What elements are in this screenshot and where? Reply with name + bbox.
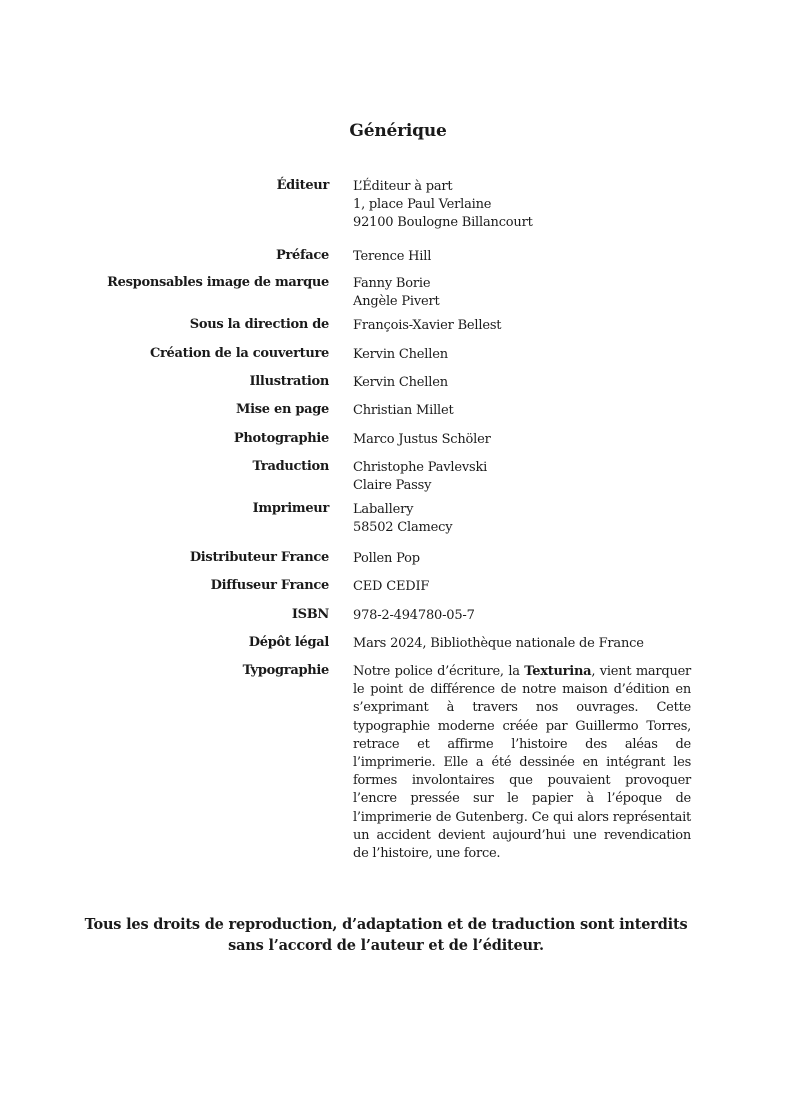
credit-value-line: Kervin Chellen (353, 375, 448, 390)
credit-label: Distributeur France (189, 550, 329, 565)
credit-value (353, 635, 698, 653)
credit-value (353, 317, 698, 335)
credit-value-line: Terence Hill (353, 249, 432, 264)
credit-value-line: Fanny Borie (353, 276, 431, 291)
credit-value-line: 978-2-494780-05-7 (353, 608, 475, 623)
credit-label: Éditeur (276, 178, 329, 193)
credit-value-line: Angèle Pivert (353, 294, 440, 309)
typography-text-after: , vient marquer le point de différence de notre maison d’édition en s’exprimant à travers nos ouvrages. Cette typographie moderne créée par Guillermo Torres, retrace et affirme l’histoire des aléas de l’imprimerie. Elle a été dessinée en intégrant les formes involontaires que pouvaient provoquer l’encre pressée sur le papier à l’époque de l’imprimerie de Gutenberg. Ce qui alors représentait un accident devient aujourd’hui une revendication de l’histoire, une force. (353, 664, 691, 862)
credit-value (353, 275, 698, 311)
credit-value-line: CED CEDIF (353, 579, 430, 594)
credit-value-line: Kervin Chellen (353, 347, 448, 362)
page-title: Générique (349, 121, 447, 141)
credit-value (353, 402, 698, 420)
credit-label: Responsables image de marque (107, 275, 329, 290)
credit-value-line: Christophe Pavlevski (353, 460, 488, 475)
credit-value (353, 459, 698, 495)
credit-value-line: Claire Passy (353, 478, 432, 493)
credit-label: Création de la couverture (149, 346, 329, 361)
credit-label: Mise en page (236, 402, 329, 417)
rights-notice (0, 914, 772, 956)
credit-label: Photographie (233, 431, 329, 446)
credit-value (353, 178, 698, 232)
credit-value-line: Laballery (353, 502, 414, 517)
typography-font-name: Texturina (524, 664, 592, 679)
rights-notice-line: Tous les droits de reproduction, d’adaptation et de traduction sont interdits (84, 916, 688, 933)
credit-value-line: Marco Justus Schöler (353, 432, 491, 447)
credit-value (353, 501, 698, 537)
credit-value-line: François-Xavier Bellest (353, 318, 502, 333)
credit-value (353, 346, 698, 364)
credit-label: Typographie (242, 663, 329, 678)
credit-value-line: 1, place Paul Verlaine (353, 197, 492, 212)
credit-value-line: 92100 Boulogne Billancourt (353, 215, 533, 230)
credit-value-line: L’Éditeur à part (353, 179, 453, 194)
credit-value (353, 431, 698, 449)
credit-label: Illustration (249, 374, 329, 389)
credit-label: Imprimeur (252, 501, 329, 516)
credit-value (353, 578, 698, 596)
credit-label: Dépôt légal (248, 635, 329, 650)
credit-value-line: Pollen Pop (353, 551, 420, 566)
typography-paragraph (353, 663, 691, 863)
typography-text-before: Notre police d’écriture, la (353, 664, 525, 679)
credit-label: Diffuseur France (210, 578, 329, 593)
credit-label: ISBN (291, 607, 329, 622)
credit-label: Préface (276, 248, 329, 263)
credit-value (353, 550, 698, 568)
credit-value (353, 374, 698, 392)
credit-value (353, 248, 698, 266)
rights-notice-line: sans l’accord de l’auteur et de l’éditeur. (228, 937, 544, 954)
credit-value-line: Mars 2024, Bibliothèque nationale de France (353, 636, 644, 651)
credit-value-line: Christian Millet (353, 403, 454, 418)
credit-value (353, 607, 698, 625)
credit-value-line: 58502 Clamecy (353, 520, 453, 535)
credit-label: Sous la direction de (189, 317, 329, 332)
credit-label: Traduction (252, 459, 329, 474)
